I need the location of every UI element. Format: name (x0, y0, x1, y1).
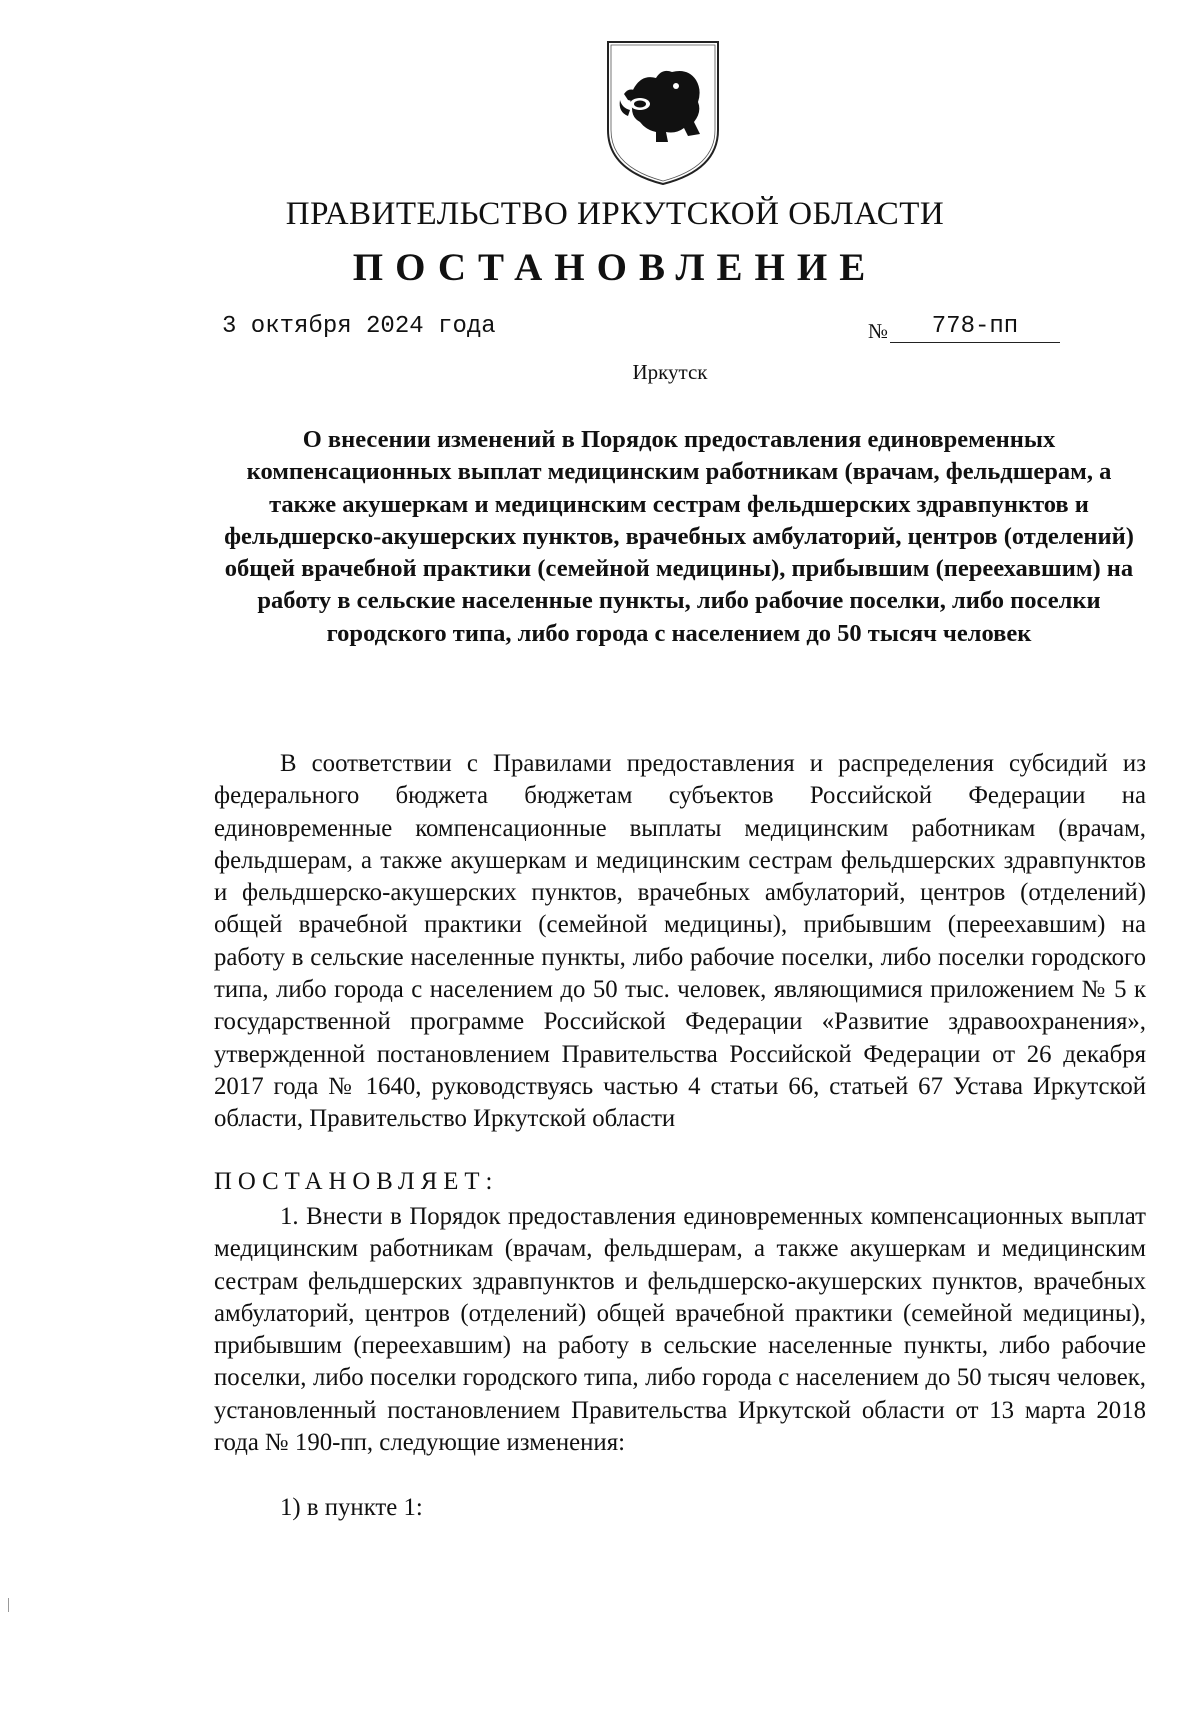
document-heading: О внесении изменений в Порядок предоставления единовременных компенсационных выплат медицинским работникам (врачам, фельдшерам, а также акушеркам и медицинским сестрам фельдшерских здравпунктов и фельдшерско-акушерских пунктов, врачебных амбулаторий, центров (отделений) общей врачебной практики (семейной медицины), прибывшим (переехавшим) на работу в сельские населенные пункты, либо рабочие поселки, либо поселки городского типа, либо города с населением до 50 тысяч человек (224, 426, 1134, 647)
document-city: Иркутск (632, 360, 708, 384)
document-type: ПОСТАНОВЛЕНИЕ (352, 246, 878, 289)
government-title: ПРАВИТЕЛЬСТВО ИРКУТСКОЙ ОБЛАСТИ (285, 196, 945, 232)
item-1-paragraph: 1. Внести в Порядок предоставления единовременных компенсационных выплат медицинским работникам (врачам, фельдшерам, а также акушеркам и медицинским сестрам фельдшерских здравпунктов и фельдшерско-акушерских пунктов, врачебных амбулаторий, центров (отделений) общей врачебной практики (семейной медицины), прибывшим (переехавшим) на работу в сельские населенные пункты, либо рабочие поселки, либо поселки городского типа, либо города с населением до 50 тысяч человек, установленный постановлением Правительства Иркутской области от 13 марта 2018 года № 190-пп, следующие изменения: (214, 1203, 1146, 1457)
coat-of-arms-icon (604, 38, 722, 188)
document-number: 778-пп (890, 313, 1060, 343)
scan-edge-mark (8, 1598, 9, 1612)
resolves-word: ПОСТАНОВЛЯЕТ: (214, 1168, 499, 1195)
sub-item-1-paragraph: 1) в пункте 1: (280, 1494, 423, 1521)
preamble-paragraph: В соответствии с Правилами предоставления и распределения субсидий из федерального бюджета бюджетам субъектов Российской Федерации на единовременные компенсационные выплаты медицинским работникам (врачам, фельдшерам, а также акушеркам и медицинским сестрам фельдшерских здравпунктов и фельдшерско-акушерских пунктов, врачебных амбулаторий, центров (отделений) общей врачебной практики (семейной медицины), прибывшим (переехавшим) на работу в сельские населенные пункты, либо рабочие поселки, либо поселки городского типа, либо города с населением до 50 тыс. человек, являющимися приложением № 5 к государственной программе Российской Федерации «Развитие здравоохранения», утвержденной постановлением Правительства Российской Федерации от 26 декабря 2017 года № 1640, руководствуясь частью 4 статьи 66, статьей 67 Устава Иркутской области, Правительство Иркутской области (214, 750, 1146, 1133)
document-date: 3 октября 2024 года (222, 313, 496, 340)
number-label: № (868, 319, 889, 343)
